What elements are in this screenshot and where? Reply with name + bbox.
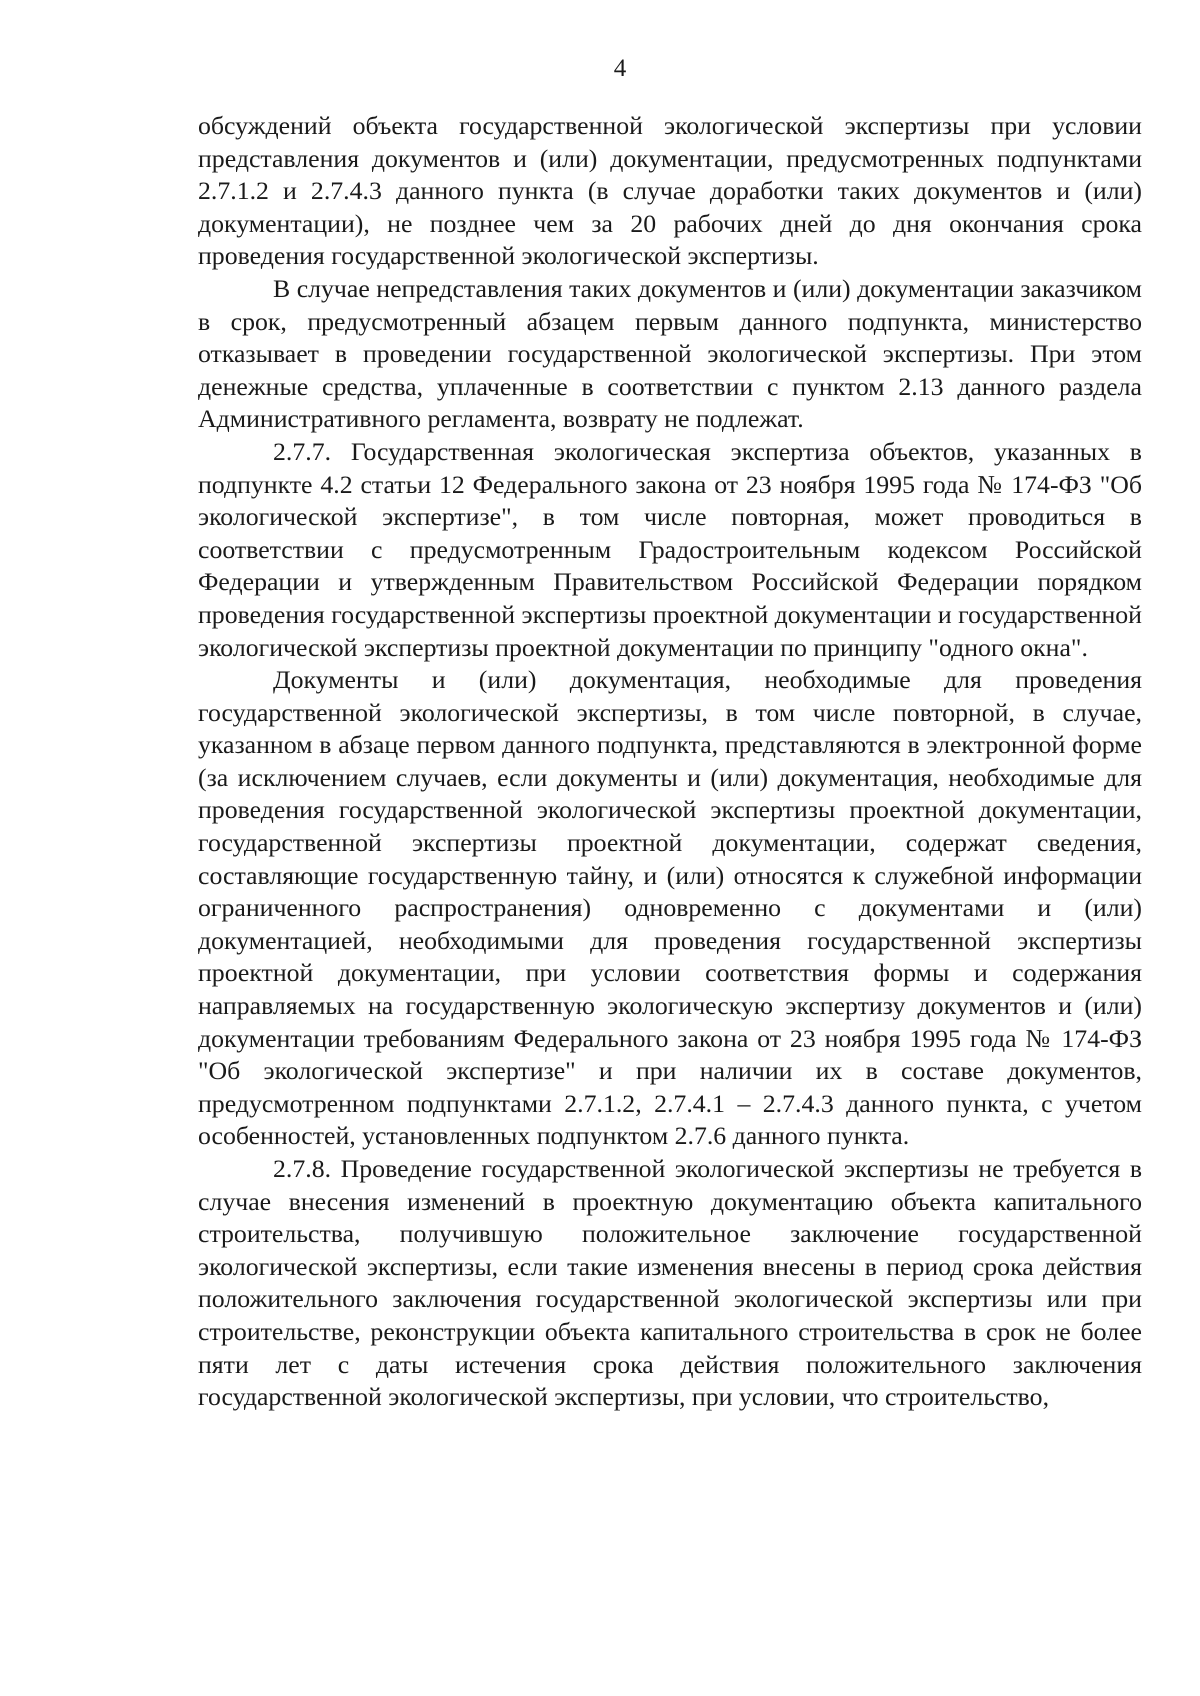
paragraph-item-2-7-7: 2.7.7. Государственная экологическая экспертиза объектов, указанных в подпункте 4.2 статьи 12 Федерального закона от 23 ноября 1995 года № 174-ФЗ "Об экологической экспертизе", в том числе повторная, может проводиться в соответствии с предусмотренным Градостроительным кодексом Российской Федерации и утвержденным Правительством Российской Федерации порядком проведения государственной экспертизы проектной документации и государственной экологической экспертизы проектной документации по принципу "одного окна". [198, 436, 1142, 662]
paragraph-item-2-7-8: 2.7.8. Проведение государственной экологической экспертизы не требуется в случае внесения изменений в проектную документацию объекта капитального строительства, получившую положительное заключение государственной экологической экспертизы, если такие изменения внесены в период срока действия положительного заключения государственной экологической экспертизы или при строительстве, реконструкции объекта капитального строительства в срок не более пяти лет с даты истечения срока действия положительного заключения государственной экологической экспертизы, при условии, что строительство, [198, 1154, 1142, 1412]
document-body [198, 110, 1142, 1414]
page-number: 4 [613, 55, 627, 82]
paragraph-continuation: обсуждений объекта государственной экологической экспертизы при условии представления документов и (или) документации, предусмотренных подпунктами 2.7.1.2 и 2.7.4.3 данного пункта (в случае доработки таких документов и (или) документации), не позднее чем за 20 рабочих дней до дня окончания срока проведения государственной экологической экспертизы. [198, 111, 1142, 271]
paragraph-documents: Документы и (или) документация, необходимые для проведения государственной экологической экспертизы, в том числе повторной, в случае, указанном в абзаце первом данного подпункта, представляются в электронной форме (за исключением случаев, если документы и (или) документация, необходимые для проведения государственной экологической экспертизы проектной документации, государственной экспертизы проектной документации, содержат сведения, составляющие государственную тайну, и (или) относятся к служебной информации ограниченного распространения) одновременно с документами и (или) документацией, необходимыми для проведения государственной экспертизы проектной документации, при условии соответствия формы и содержания направляемых на государственную экологическую экспертизу документов и (или) документации требованиям Федерального закона от 23 ноября 1995 года № 174-ФЗ "Об экологической экспертизе" и при наличии их в составе документов, предусмотренном подпунктами 2.7.1.2, 2.7.4.1 – 2.7.4.3 данного пункта, с учетом особенностей, установленных подпунктом 2.7.6 данного пункта. [198, 665, 1142, 1151]
paragraph-refusal: В случае непредставления таких документов и (или) документации заказчиком в срок, предусмотренный абзацем первым данного подпункта, министерство отказывает в проведении государственной экологической экспертизы. При этом денежные средства, уплаченные в соответствии с пунктом 2.13 данного раздела Административного регламента, возврату не подлежат. [198, 273, 1142, 434]
